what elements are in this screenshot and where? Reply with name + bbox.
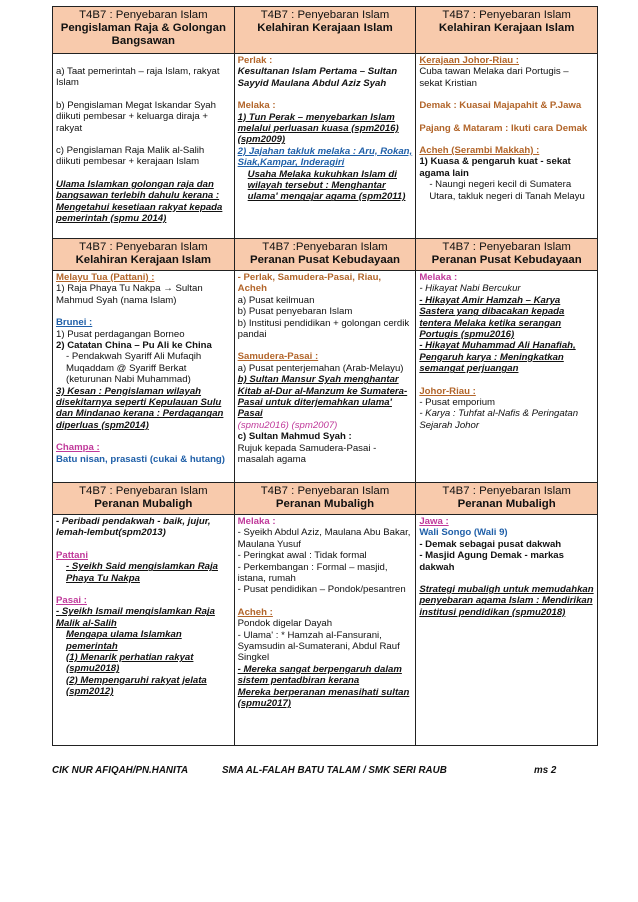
header-topic: T4B7 :Penyebaran Islam	[262, 241, 388, 253]
note-line: - Syeikh Ismail mengislamkan Raja Malik al-Salih	[56, 606, 215, 629]
note-line: a) Pusat keilmuan	[237, 294, 315, 306]
header-topic: T4B7 : Penyebaran Islam	[442, 485, 571, 497]
note-line: - Syeikh Abdul Aziz, Maulana Abu Bakar, Maulana Yusuf	[237, 527, 411, 550]
note-line: Pondok digelar Dayah	[237, 618, 333, 630]
footer-teachers: CIK NUR AFIQAH/PN.HANITA	[52, 765, 189, 776]
note-line: Kesultanan Islam Pertama – Sultan Sayyid Maulana Abdul Aziz Syah	[237, 66, 398, 89]
note-line: Wali Songo (Wali 9)	[419, 527, 508, 539]
header-subtopic: Peranan Mubaligh	[94, 498, 193, 510]
header-cell	[53, 483, 235, 515]
note-line: a) Taat pemerintah – raja Islam, rakyat Islam	[56, 66, 220, 89]
note-sheet	[52, 6, 598, 746]
note-line: Strategi mubaligh untuk memudahkan penyebaran agama Islam : Mendirikan institusi pendidikan (spmu2018)	[419, 584, 594, 618]
header-cell	[234, 7, 416, 54]
note-heading: Champa :	[56, 442, 100, 454]
header-subtopic: Peranan Pusat Kebudayaan	[431, 254, 582, 266]
note-cell	[234, 515, 416, 746]
header-subtopic: Peranan Mubaligh	[457, 498, 556, 510]
note-line: - Ulama' : * Hamzah al-Fansurani, Syamsudin al-Sumaterani, Abdul Rauf Singkel	[237, 629, 400, 664]
note-heading: Kerajaan Johor-Riau :	[419, 55, 520, 66]
note-heading: Samudera-Pasai :	[237, 351, 319, 363]
note-heading: Melayu Tua (Pattani) :	[56, 272, 155, 283]
note-line: b) Sultan Mansur Syah menghantar Kitab al-Dur al-Manzum ke Sumatera-Pasai untuk diterjemahkan ulama' Pasai	[237, 374, 408, 420]
note-line: - Hikayat Muhammad Ali Hanafiah, Pengaruh karya : Meningkatkan semangat perjuangan	[419, 340, 576, 375]
header-cell	[416, 483, 598, 515]
header-topic: T4B7 : Penyebaran Islam	[79, 241, 208, 253]
note-heading: Jawa :	[419, 516, 449, 527]
note-cell	[416, 515, 598, 746]
note-line: - Mereka sangat berpengaruh dalam sistem pentadbiran kerana	[237, 663, 402, 687]
header-topic: T4B7 : Penyebaran Islam	[79, 9, 208, 21]
note-line: 1) Pusat perdagangan Borneo	[56, 328, 185, 340]
note-cell	[416, 54, 598, 239]
note-heading: Johor-Riau :	[419, 385, 476, 397]
note-line: 2) Catatan China – Pu Ali ke China	[56, 340, 212, 352]
note-line: (spmu2016) (spm2007)	[237, 419, 338, 431]
header-cell	[416, 239, 598, 271]
header-subtopic: Peranan Pusat Kebudayaan	[249, 254, 400, 266]
note-line: Ulama Islamkan golongan raja dan bangsawan terlebih dahulu kerana :	[56, 178, 220, 202]
note-line: - Masjid Agung Demak - markas dakwah	[419, 550, 564, 573]
note-heading: Demak : Kuasai Majapahit & P.Jawa	[419, 100, 582, 112]
note-cell	[53, 515, 235, 746]
header-topic: T4B7 : Penyebaran Islam	[442, 241, 571, 253]
note-line: - Pendakwah Syariff Ali Mufaqih Muqaddam @ Syariff Berkat (keturunan Nabi Muhammad)	[66, 351, 202, 386]
note-grid	[52, 6, 598, 746]
note-heading: Pasai :	[56, 595, 87, 607]
header-subtopic: Peranan Mubaligh	[275, 498, 375, 510]
header-topic: T4B7 : Penyebaran Islam	[79, 485, 208, 497]
note-line: b) Pengislaman Megat Iskandar Syah diikuti pembesar + keluarga diraja + rakyat	[56, 99, 216, 134]
note-line: - Naungi negeri kecil di Sumatera Utara, takluk negeri di Tanah Melayu	[429, 179, 585, 202]
header-subtopic: Kelahiran Kerajaan Islam	[257, 22, 393, 34]
header-subtopic: Pengislaman Raja & Golongan Bangsawan	[60, 22, 226, 47]
note-line: b) Pusat penyebaran Islam	[237, 306, 353, 318]
note-line: - Perlak, Samudera-Pasai, Riau, Acheh	[237, 272, 382, 295]
note-line: Cuba tawan Melaka dari Portugis – sekat Kristian	[419, 66, 569, 89]
note-line: - Demak sebagai pusat dakwah	[419, 538, 562, 550]
footer-page-number: ms 2	[534, 765, 557, 776]
header-topic: T4B7 : Penyebaran Islam	[260, 9, 390, 21]
header-cell	[53, 239, 235, 271]
note-line: - Karya : Tuhfat al-Nafis & Peringatan Sejarah Johor	[419, 408, 579, 431]
header-cell	[234, 239, 416, 271]
note-line: - Hikayat Nabi Bercukur	[419, 283, 521, 295]
note-line: 1) Kuasa & pengaruh kuat - sekat agama lain	[419, 156, 571, 179]
note-line: b) Institusi pendidikan + golongan cerdik pandai	[237, 317, 410, 341]
note-line: Rujuk kepada Samudera-Pasai - masalah agama	[237, 442, 377, 466]
note-heading: Melaka :	[237, 100, 276, 112]
note-line: 2) Jajahan takluk melaka : Aru, Rokan, Siak,Kampar, Inderagiri	[237, 145, 413, 169]
note-line: 1) Tun Perak – menyebarkan Islam melalui perluasan kuasa (spm2016) (spm2009)	[237, 111, 399, 146]
header-topic: T4B7 : Penyebaran Islam	[442, 9, 571, 21]
footer-schools: SMA AL-FALAH BATU TALAM / SMK SERI RAUB	[222, 765, 447, 776]
note-line: 1) Raja Phaya Tu Nakpa → Sultan Mahmud Syah (nama Islam)	[56, 283, 203, 306]
note-line: Mengetahui kesetiaan rakyat kepada pemerintah (spmu 2014)	[56, 201, 223, 225]
note-line: a) Pusat penterjemahan (Arab-Melayu)	[237, 362, 404, 374]
note-cell	[53, 54, 235, 239]
header-cell	[234, 483, 416, 515]
note-heading: Brunei :	[56, 317, 93, 329]
note-cell	[53, 271, 235, 483]
note-line: - Pusat emporium	[419, 397, 496, 409]
note-line: Mengapa ulama Islamkan pemerintah	[66, 629, 182, 652]
header-topic: T4B7 : Penyebaran Islam	[260, 485, 390, 497]
header-subtopic: Kelahiran Kerajaan Islam	[75, 254, 212, 266]
note-line: c) Pengislaman Raja Malik al-Salih diikuti pembesar + kerajaan Islam	[56, 145, 205, 168]
note-heading: Acheh :	[237, 606, 273, 618]
note-cell	[234, 271, 416, 483]
note-line: 3) Kesan : Pengislaman wilayah disekitarnya seperti Kepulauan Sulu dan Mindanao kerana : Perdagangan diperluas (spm2014)	[56, 385, 224, 431]
header-subtopic: Kelahiran Kerajaan Islam	[438, 22, 575, 34]
note-line: (1) Menarik perhatian rakyat (spmu2018)	[66, 652, 194, 675]
header-cell	[53, 7, 235, 54]
note-line: - Peringkat awal : Tidak formal	[237, 550, 367, 562]
note-line: (2) Mempengaruhi rakyat jelata (spm2012)	[66, 674, 207, 698]
note-line: Usaha Melaka kukuhkan Islam di wilayah tersebut : Menghantar ulama' mengajar agama (spm2011)	[247, 168, 406, 203]
note-cell	[416, 271, 598, 483]
note-line: c) Sultan Mahmud Syah :	[237, 431, 352, 443]
note-line: - Hikayat Amir Hamzah – Karya Sastera yang dibacakan kepada tentera Melaka ketika serangan Portugis (spmu2016)	[419, 294, 565, 341]
note-heading: Pattani	[56, 549, 88, 561]
note-heading: Pajang & Mataram : Ikuti cara Demak	[419, 122, 588, 134]
note-heading: Melaka :	[419, 272, 458, 283]
note-heading: Melaka :	[237, 516, 276, 527]
note-line: - Pusat pendidikan – Pondok/pesantren	[237, 584, 406, 596]
header-cell	[416, 7, 598, 54]
note-heading: Perlak :	[237, 55, 273, 66]
note-heading: Acheh (Serambi Makkah) :	[419, 145, 540, 157]
note-line: Mereka berperanan menasihati sultan (spmu2017)	[237, 686, 410, 710]
note-line: - Syeikh Said mengislamkan Raja Phaya Tu Nakpa	[66, 561, 218, 584]
note-line: - Peribadi pendakwah - baik, jujur, lemah-lembut(spm2013)	[56, 516, 211, 539]
note-line: Batu nisan, prasasti (cukai & hutang)	[56, 453, 225, 465]
note-line: - Perkembangan : Formal – masjid, istana, rumah	[237, 561, 388, 585]
note-cell	[234, 54, 416, 239]
